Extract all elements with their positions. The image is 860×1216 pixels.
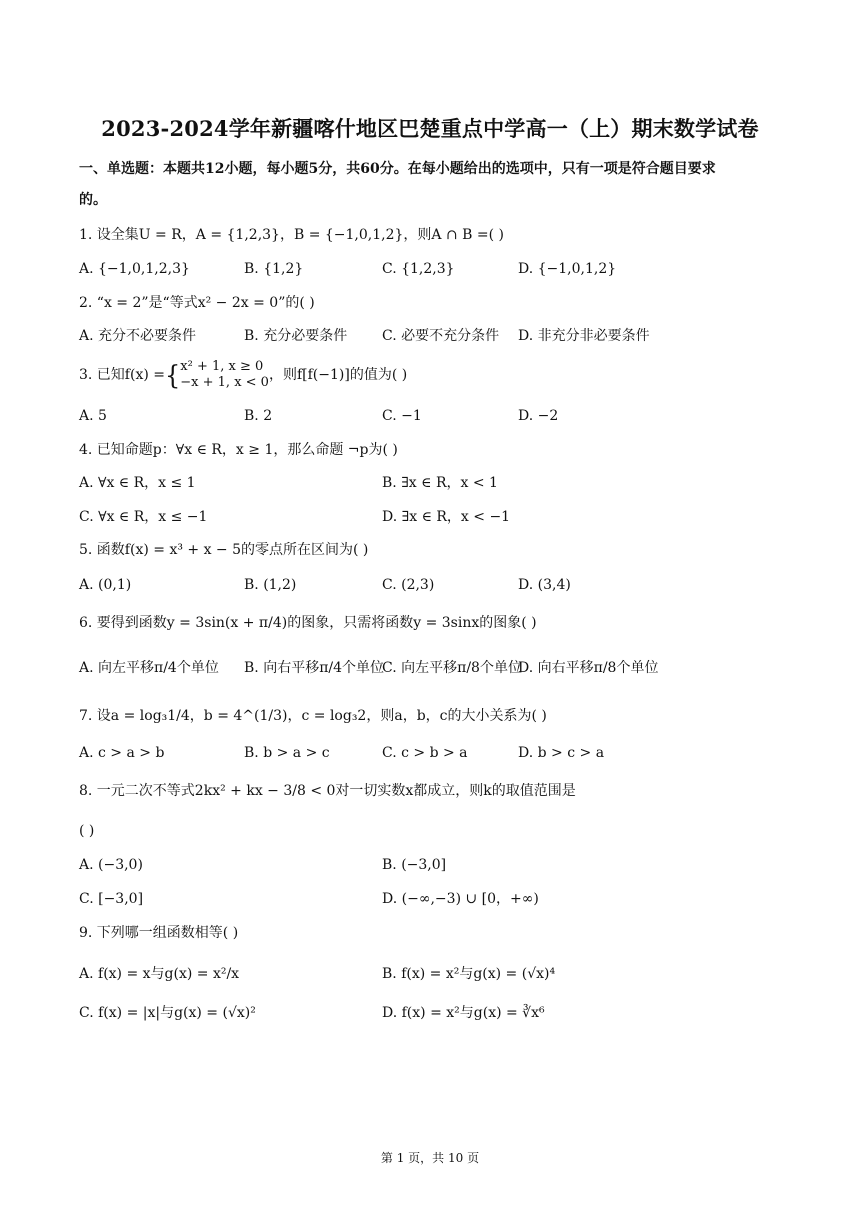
page-title: 2023-2024学年新疆喀什地区巴楚重点中学高一（上）期末数学试卷 [101,116,759,141]
question-9-stem: 9. 下列哪一组函数相等( ) [79,925,239,941]
question-5-option-a: A. (0,1) [79,577,132,593]
section-heading-line1: 一、单选题：本题共12小题，每小题5分，共60分。在每小题给出的选项中，只有一项是符合题目要求 [79,161,716,177]
question-3-option-a: A. 5 [79,408,107,424]
brace-symbol: { [165,359,181,391]
question-8-option-a: A. (−3,0) [79,857,143,873]
question-1-option-d: D. {−1,0,1,2} [518,261,617,277]
question-9-option-d: D. f(x) = x²与g(x) = ∛x⁶ [382,1005,545,1021]
question-6-option-a: A. 向左平移π/4个单位 [79,660,219,676]
question-8-option-d: D. (−∞,−3) ∪ [0，+∞) [382,891,539,907]
question-5-option-d: D. (3,4) [518,577,571,593]
question-5-option-c: C. (2,3) [382,577,435,593]
question-3-stem [79,358,407,396]
question-9-option-b: B. f(x) = x²与g(x) = (√x)⁴ [382,966,556,982]
question-8-option-c: C. [−3,0] [79,891,144,907]
question-3-piece-2: −x + 1, x < 0 [180,375,269,390]
question-9-option-a: A. f(x) = x与g(x) = x²/x [79,966,240,982]
question-6-stem: 6. 要得到函数y = 3sin(x + π/4)的图象，只需将函数y = 3sinx的图象( ) [79,615,537,631]
question-3-piece-1: x² + 1, x ≥ 0 [180,359,264,374]
question-6-option-c: C. 向左平移π/8个单位 [382,660,522,676]
question-2-option-d: D. 非充分非必要条件 [518,328,650,344]
question-3-stem-prefix: 3. 已知f(x) = [79,367,165,383]
question-1-stem: 1. 设全集U = R，A = {1,2,3}，B = {−1,0,1,2}，则A ∩ B =( ) [79,227,504,243]
question-7-option-c: C. c > b > a [382,745,468,761]
question-2-option-a: A. 充分不必要条件 [79,328,197,344]
question-3-stem-suffix: ，则f[f(−1)]的值为( ) [268,367,408,383]
page-footer: 第 1 页，共 10 页 [380,1151,480,1165]
question-7-option-d: D. b > c > a [518,745,605,761]
question-3-option-d: D. −2 [518,408,559,424]
question-1-option-a: A. {−1,0,1,2,3} [79,261,190,277]
question-4-option-d: D. ∃x ∈ R，x < −1 [382,509,511,525]
question-2-stem: 2. “x = 2”是“等式x² − 2x = 0”的( ) [79,295,315,311]
question-4-stem: 4. 已知命题p：∀x ∈ R，x ≥ 1，那么命题 ¬p为( ) [79,442,398,458]
question-9-option-c: C. f(x) = |x|与g(x) = (√x)² [79,1005,256,1021]
question-2-option-b: B. 充分必要条件 [244,328,348,344]
question-1-option-b: B. {1,2} [244,261,304,277]
question-4-option-a: A. ∀x ∈ R，x ≤ 1 [79,475,196,491]
question-1-option-c: C. {1,2,3} [382,261,455,277]
question-4-option-c: C. ∀x ∈ R，x ≤ −1 [79,509,208,525]
question-7-option-a: A. c > a > b [79,745,165,761]
question-6-option-d: D. 向右平移π/8个单位 [518,660,659,676]
question-6-option-b: B. 向右平移π/4个单位 [244,660,385,676]
question-7-stem: 7. 设a = log₃1/4，b = 4^(1/3)，c = log₃2，则a，b，c的大小关系为( ) [79,708,547,724]
question-4-option-b: B. ∃x ∈ R，x < 1 [382,475,498,491]
question-8-stem-paren: ( ) [79,823,95,839]
section-heading-line2: 的。 [79,192,107,208]
question-5-stem: 5. 函数f(x) = x³ + x − 5的零点所在区间为( ) [79,542,369,558]
question-3-option-b: B. 2 [244,408,273,424]
question-8-option-b: B. (−3,0] [382,857,447,873]
question-8-stem: 8. 一元二次不等式2kx² + kx − 3/8 < 0对一切实数x都成立，则k的取值范围是 [79,783,576,799]
question-2-option-c: C. 必要不充分条件 [382,328,500,344]
question-5-option-b: B. (1,2) [244,577,297,593]
question-3-option-c: C. −1 [382,408,422,424]
question-7-option-b: B. b > a > c [244,745,330,761]
